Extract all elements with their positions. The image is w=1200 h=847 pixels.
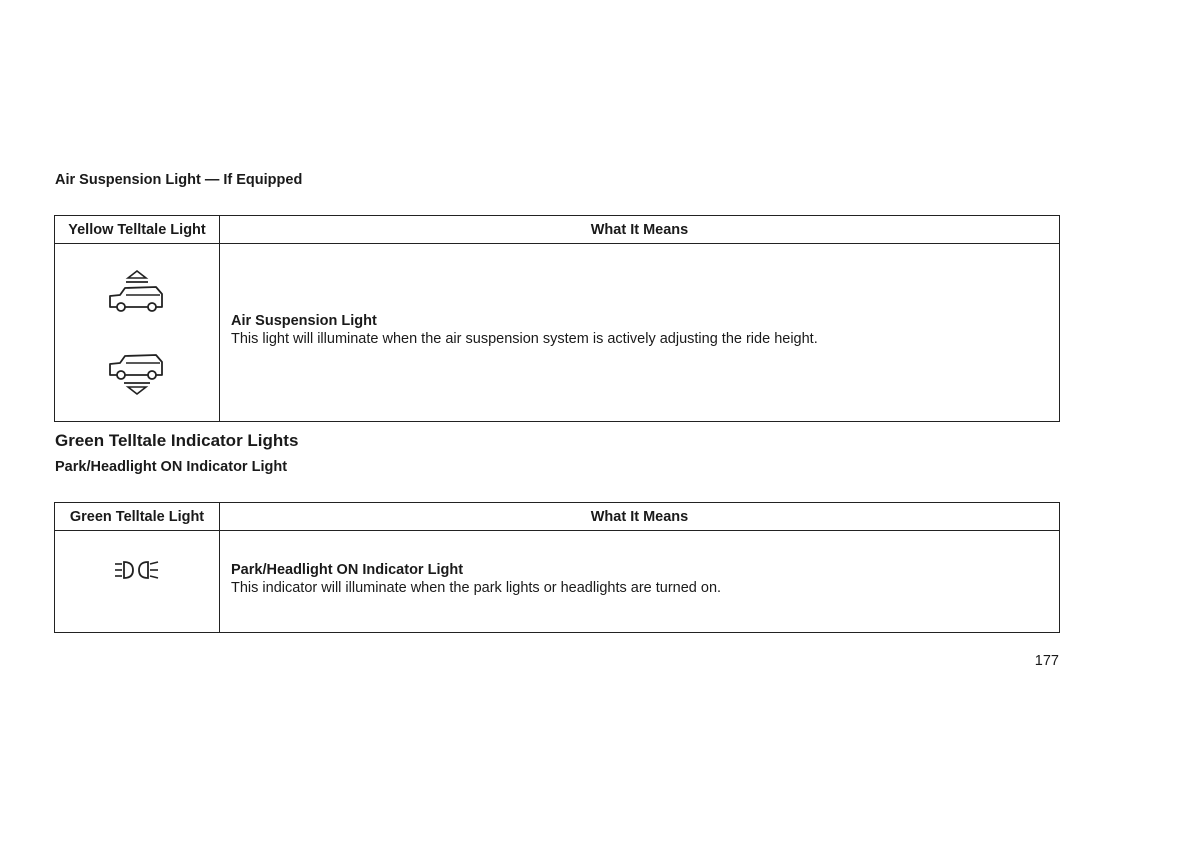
park-headlight-table xyxy=(54,502,1060,633)
col-header-telltale: Green Telltale Light xyxy=(55,503,220,531)
table-row xyxy=(55,531,1060,633)
page-number: 177 xyxy=(1034,653,1059,669)
col-header-meaning: What It Means xyxy=(220,503,1060,531)
air-suspension-heading: Air Suspension Light — If Equipped xyxy=(55,172,303,188)
table-header-row xyxy=(55,503,1060,531)
air-suspension-table xyxy=(54,215,1060,422)
park-headlight-icon xyxy=(55,559,219,581)
entry-text: This light will illuminate when the air suspension system is actively adjusting the ride height. xyxy=(231,331,818,347)
meaning-cell xyxy=(220,244,1060,422)
air-suspension-lower-icon xyxy=(55,353,219,397)
green-section-title: Green Telltale Indicator Lights xyxy=(55,431,299,450)
table-header-row xyxy=(55,216,1060,244)
icon-cell xyxy=(55,531,220,633)
col-header-telltale: Yellow Telltale Light xyxy=(55,216,220,244)
col-header-meaning: What It Means xyxy=(220,216,1060,244)
entry-title: Air Suspension Light xyxy=(231,313,377,329)
meaning-cell xyxy=(220,531,1060,633)
icon-cell xyxy=(55,244,220,422)
entry-text: This indicator will illuminate when the park lights or headlights are turned on. xyxy=(231,580,722,596)
park-headlight-heading: Park/Headlight ON Indicator Light xyxy=(55,459,288,475)
table-row xyxy=(55,244,1060,422)
air-suspension-raise-icon xyxy=(55,269,219,313)
entry-title: Park/Headlight ON Indicator Light xyxy=(231,562,464,578)
